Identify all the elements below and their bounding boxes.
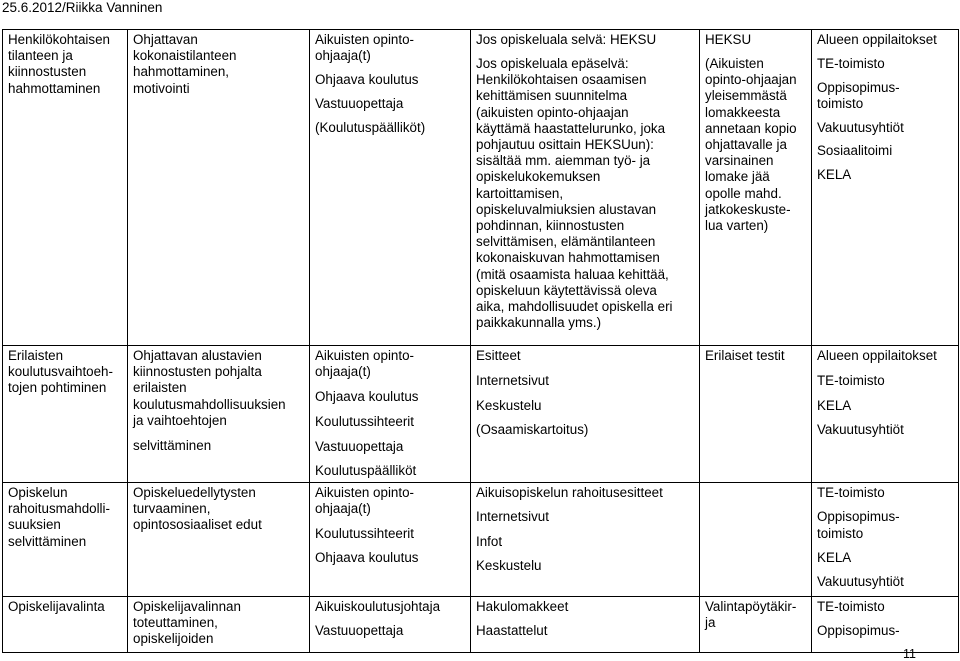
paragraph-gap	[315, 64, 466, 72]
cell-text-line: Internetsivut	[476, 509, 549, 525]
cell-text-line: KELA	[817, 167, 852, 183]
cell-paragraph	[705, 56, 807, 234]
cell-text-line: Aikuiskoulutusjohtaja	[315, 599, 441, 614]
cell-text-line: opolle mahd.	[705, 185, 782, 201]
cell-paragraph	[817, 373, 954, 389]
cell-paragraph	[476, 32, 697, 48]
cell-text-line: Vakuutusyhtiöt	[817, 422, 904, 438]
cell-paragraph	[705, 348, 807, 364]
cell-paragraph	[476, 509, 695, 525]
table-cell-responsible	[310, 483, 471, 597]
cell-text-line: varsinainen	[705, 153, 774, 169]
cell-text-line: motivointi	[133, 80, 190, 96]
cell-text-line: selvittämisen, elämäntilanteen	[476, 234, 656, 250]
cell-text-line: Esitteet	[476, 348, 521, 363]
paragraph-gap	[476, 414, 695, 423]
cell-text-line: tojen pohtiminen	[8, 380, 107, 396]
cell-text-line: kokonaiskuvan hahmottamisen	[476, 250, 660, 266]
cell-text-line: Haastattelut	[476, 623, 548, 639]
cell-text-line: kartoittamisen,	[476, 185, 564, 201]
cell-text-line: Aikuisopiskelun rahoitusesitteet	[476, 485, 663, 500]
cell-text-line: Koulutussihteerit	[315, 413, 414, 429]
cell-text-line: Jos opiskeluala epäselvä:	[476, 56, 629, 71]
cell-text-line: Aikuisten opinto-	[315, 32, 414, 47]
paragraph-gap	[315, 430, 466, 439]
cell-paragraph	[476, 398, 695, 414]
cell-text-line: opiskelukokemuksen	[476, 169, 601, 185]
cell-text-line: Internetsivut	[476, 372, 549, 388]
cell-text-line: Oppisopimus-	[817, 509, 900, 525]
paragraph-gap	[817, 48, 954, 56]
cell-paragraph	[817, 550, 954, 566]
cell-text-line: TE-toimisto	[817, 599, 885, 614]
cell-paragraph	[315, 348, 466, 380]
table-cell-partners	[812, 483, 959, 597]
cell-paragraph	[476, 348, 695, 364]
table-cell-responsible	[310, 346, 471, 483]
paragraph-gap	[315, 88, 466, 96]
cell-text-line: ohjaaja(t)	[315, 364, 371, 380]
cell-text-line: toimisto	[817, 525, 864, 541]
cell-text-line: paikkakunnalla yms.)	[476, 315, 602, 331]
cell-text-line: Koulutussihteerit	[315, 525, 414, 541]
paragraph-gap	[817, 615, 954, 623]
cell-text-line: Aikuisten opinto-	[315, 348, 414, 363]
cell-paragraph	[817, 509, 954, 541]
cell-text-line: Opiskelijavalinta	[8, 599, 105, 614]
cell-text-line: Henkilökohtaisen	[8, 32, 110, 47]
table-row	[3, 346, 959, 483]
paragraph-gap	[817, 414, 954, 423]
cell-paragraph	[315, 96, 466, 112]
cell-paragraph	[315, 32, 466, 64]
paragraph-gap	[476, 48, 697, 56]
paragraph-gap	[817, 72, 954, 80]
cell-text-line: ohjaaja(t)	[315, 48, 371, 64]
cell-text-line: Infot	[476, 533, 503, 549]
cell-paragraph	[133, 348, 305, 429]
cell-paragraph	[315, 485, 466, 517]
cell-text-line: Hakulomakkeet	[476, 599, 569, 614]
cell-paragraph	[315, 623, 466, 639]
cell-text-line: Vastuuopettaja	[315, 623, 404, 639]
cell-text-line: hahmottaminen,	[133, 64, 230, 80]
cell-text-line: aika, mahdollisuudet opiskella eri	[476, 299, 673, 315]
cell-paragraph	[8, 485, 123, 550]
table-cell-content	[128, 346, 310, 483]
cell-text-line: Vakuutusyhtiöt	[817, 574, 904, 590]
cell-paragraph	[315, 463, 466, 479]
cell-paragraph	[817, 422, 954, 438]
table-cell-partners	[812, 346, 959, 483]
cell-text-line: opintososiaaliset edut	[133, 517, 262, 533]
cell-paragraph	[476, 373, 695, 389]
cell-paragraph	[315, 550, 466, 566]
cell-text-line: Oppisopimus-	[817, 623, 900, 639]
cell-text-line: Erilaisten	[8, 348, 64, 363]
document-header: 25.6.2012/Riikka Vanninen	[2, 0, 163, 15]
table-row	[3, 30, 959, 346]
table-cell-methods	[471, 483, 700, 597]
cell-text-line: koulutusmahdollisuuksien	[133, 396, 286, 412]
cell-text-line: hahmottaminen	[8, 80, 101, 96]
cell-text-line: opiskeluun käytettävissä oleva	[476, 282, 657, 298]
cell-paragraph	[315, 72, 466, 88]
paragraph-gap	[476, 501, 695, 509]
cell-text-line: tilanteen ja	[8, 48, 73, 64]
table-cell-methods	[471, 597, 700, 653]
table-cell-phase	[3, 30, 128, 346]
cell-text-line: Ohjattavan	[133, 32, 198, 47]
paragraph-gap	[315, 615, 466, 623]
paragraph-gap	[476, 526, 695, 534]
cell-text-line: annetaan kopio	[705, 120, 797, 136]
cell-paragraph	[705, 32, 807, 48]
paragraph-gap	[476, 615, 695, 623]
cell-text-line: opiskeluvalmiuksien alustavan	[476, 201, 657, 217]
cell-paragraph	[8, 599, 123, 615]
cell-text-line: ja	[705, 615, 716, 631]
cell-text-line: Alueen oppilaitokset	[817, 32, 937, 47]
cell-text-line: Sosiaalitoimi	[817, 143, 893, 159]
table-body	[3, 30, 959, 653]
cell-text-line: opinto-ohjaajan	[705, 72, 797, 88]
table-cell-content	[128, 30, 310, 346]
cell-paragraph	[476, 534, 695, 550]
cell-text-line: selvittäminen	[133, 437, 212, 453]
cell-paragraph	[476, 599, 695, 615]
cell-paragraph	[133, 438, 305, 454]
cell-paragraph	[817, 32, 954, 48]
cell-paragraph	[315, 439, 466, 455]
cell-paragraph	[817, 120, 954, 136]
cell-paragraph	[817, 574, 954, 590]
cell-text-line: Opiskelijavalinnan	[133, 599, 241, 614]
paragraph-gap	[817, 542, 954, 550]
cell-paragraph	[817, 599, 954, 615]
table-row	[3, 483, 959, 597]
cell-text-line: ja vaihtoehtojen	[133, 412, 227, 428]
cell-text-line: TE-toimisto	[817, 55, 885, 71]
cell-text-line: turvaaminen,	[133, 501, 211, 517]
cell-text-line: Koulutuspäälliköt	[315, 463, 417, 479]
paragraph-gap	[476, 550, 695, 558]
paragraph-gap	[315, 405, 466, 414]
paragraph-gap	[817, 160, 954, 168]
cell-text-line: rahoitusmahdolli-	[8, 501, 110, 517]
table-cell-responsible	[310, 30, 471, 346]
cell-paragraph	[315, 389, 466, 405]
cell-text-line: Jos opiskeluala selvä: HEKSU	[476, 32, 657, 47]
cell-text-line: jatkokeskuste-	[705, 201, 791, 217]
cell-text-line: Ohjaava koulutus	[315, 72, 419, 87]
cell-text-line: lomakkeesta	[705, 104, 781, 120]
paragraph-gap	[705, 48, 807, 56]
cell-text-line: Vakuutusyhtiöt	[817, 119, 904, 135]
paragraph-gap	[315, 542, 466, 550]
cell-paragraph	[817, 167, 954, 183]
cell-text-line: ohjattavalle ja	[705, 137, 787, 153]
cell-text-line: Vastuuopettaja	[315, 438, 404, 454]
cell-paragraph	[476, 56, 697, 331]
paragraph-gap	[315, 517, 466, 525]
cell-text-line: selvittäminen	[8, 533, 87, 549]
paragraph-gap	[817, 501, 954, 509]
cell-paragraph	[315, 526, 466, 542]
cell-paragraph	[315, 414, 466, 430]
paragraph-gap	[817, 112, 954, 120]
cell-text-line: kokonaistilanteen	[133, 48, 237, 64]
cell-text-line: toimisto	[817, 95, 864, 111]
cell-text-line: yleisemmästä	[705, 88, 787, 104]
cell-paragraph	[476, 485, 695, 501]
cell-text-line: Opiskeluedellytysten	[133, 485, 256, 500]
cell-text-line: kiinnostusten pohjalta	[133, 364, 262, 380]
paragraph-gap	[315, 112, 466, 120]
cell-text-line: kehittämisen suunnitelma	[476, 88, 628, 104]
cell-text-line: sisältää mm. aiemman työ- ja	[476, 153, 651, 169]
cell-text-line: kiinnostusten	[8, 64, 87, 80]
table-cell-tools	[700, 346, 812, 483]
table-cell-phase	[3, 597, 128, 653]
cell-text-line: pohdinnan, kiinnostusten	[476, 218, 625, 234]
paragraph-gap	[315, 455, 466, 464]
table-cell-partners	[812, 597, 959, 653]
cell-text-line: (mitä osaamista haluaa kehittää,	[476, 266, 669, 282]
table-cell-tools	[700, 30, 812, 346]
cell-paragraph	[817, 348, 954, 364]
paragraph-gap	[817, 364, 954, 373]
table-cell-content	[128, 597, 310, 653]
cell-text-line: Aikuisten opinto-	[315, 485, 414, 500]
cell-paragraph	[133, 32, 305, 97]
cell-text-line: suuksien	[8, 517, 61, 533]
cell-text-line: (Osaamiskartoitus)	[476, 422, 589, 438]
cell-paragraph	[133, 485, 305, 534]
cell-text-line: Vastuuopettaja	[315, 95, 404, 111]
cell-text-line: Keskustelu	[476, 397, 542, 413]
cell-paragraph	[8, 32, 123, 97]
paragraph-gap	[817, 389, 954, 398]
cell-text-line: Valintapöytäkir-	[705, 599, 797, 614]
table-row	[3, 597, 959, 653]
cell-text-line: Keskustelu	[476, 558, 542, 574]
guidance-process-table	[2, 29, 959, 653]
paragraph-gap	[315, 380, 466, 389]
cell-paragraph	[817, 623, 954, 639]
cell-text-line: TE-toimisto	[817, 485, 885, 500]
table-cell-content	[128, 483, 310, 597]
cell-text-line: ohjaaja(t)	[315, 501, 371, 517]
cell-paragraph	[315, 599, 466, 615]
cell-text-line: HEKSU	[705, 32, 752, 47]
cell-text-line: opiskelijoiden	[133, 631, 214, 647]
cell-text-line: erilaisten	[133, 380, 187, 396]
cell-paragraph	[817, 485, 954, 501]
cell-text-line: (Aikuisten	[705, 56, 764, 71]
cell-paragraph	[817, 80, 954, 112]
cell-text-line: pohjautuu osittain HEKSUun):	[476, 137, 654, 153]
cell-text-line: käyttämä haastattelurunko, joka	[476, 120, 666, 136]
cell-paragraph	[8, 348, 123, 397]
table-cell-tools	[700, 483, 812, 597]
cell-text-line: TE-toimisto	[817, 372, 885, 388]
paragraph-gap	[476, 364, 695, 373]
cell-text-line: Ohjattavan alustavien	[133, 348, 262, 363]
cell-paragraph	[817, 398, 954, 414]
cell-text-line: toteuttaminen,	[133, 615, 218, 631]
cell-paragraph	[476, 558, 695, 574]
table-cell-phase	[3, 346, 128, 483]
cell-text-line: KELA	[817, 549, 852, 565]
table-cell-phase	[3, 483, 128, 597]
cell-text-line: (aikuisten opinto-ohjaajan	[476, 104, 629, 120]
table-cell-methods	[471, 30, 700, 346]
cell-text-line: Ohjaava koulutus	[315, 549, 419, 565]
cell-text-line: Henkilökohtaisen osaamisen	[476, 72, 647, 88]
table-cell-tools	[700, 597, 812, 653]
cell-paragraph	[476, 422, 695, 438]
cell-text-line: Ohjaava koulutus	[315, 389, 419, 404]
paragraph-gap	[133, 429, 305, 438]
cell-paragraph	[133, 599, 305, 648]
cell-text-line: Oppisopimus-	[817, 79, 900, 95]
paragraph-gap	[817, 136, 954, 144]
table-cell-methods	[471, 346, 700, 483]
cell-text-line: Opiskelun	[8, 485, 68, 500]
cell-text-line: Erilaiset testit	[705, 348, 785, 363]
cell-text-line: Alueen oppilaitokset	[817, 348, 937, 363]
cell-paragraph	[476, 623, 695, 639]
cell-text-line: lomake jää	[705, 169, 770, 185]
cell-paragraph	[705, 599, 807, 631]
table-cell-responsible	[310, 597, 471, 653]
cell-text-line: (Koulutuspäälliköt)	[315, 119, 426, 135]
table-cell-partners	[812, 30, 959, 346]
cell-text-line: KELA	[817, 397, 852, 413]
cell-paragraph	[817, 56, 954, 72]
cell-text-line: koulutusvaihtoeh-	[8, 364, 113, 380]
page-number: 11	[903, 647, 916, 661]
cell-paragraph	[315, 120, 466, 136]
paragraph-gap	[817, 566, 954, 574]
cell-paragraph	[817, 143, 954, 159]
paragraph-gap	[476, 389, 695, 398]
cell-text-line: lua varten)	[705, 218, 769, 234]
